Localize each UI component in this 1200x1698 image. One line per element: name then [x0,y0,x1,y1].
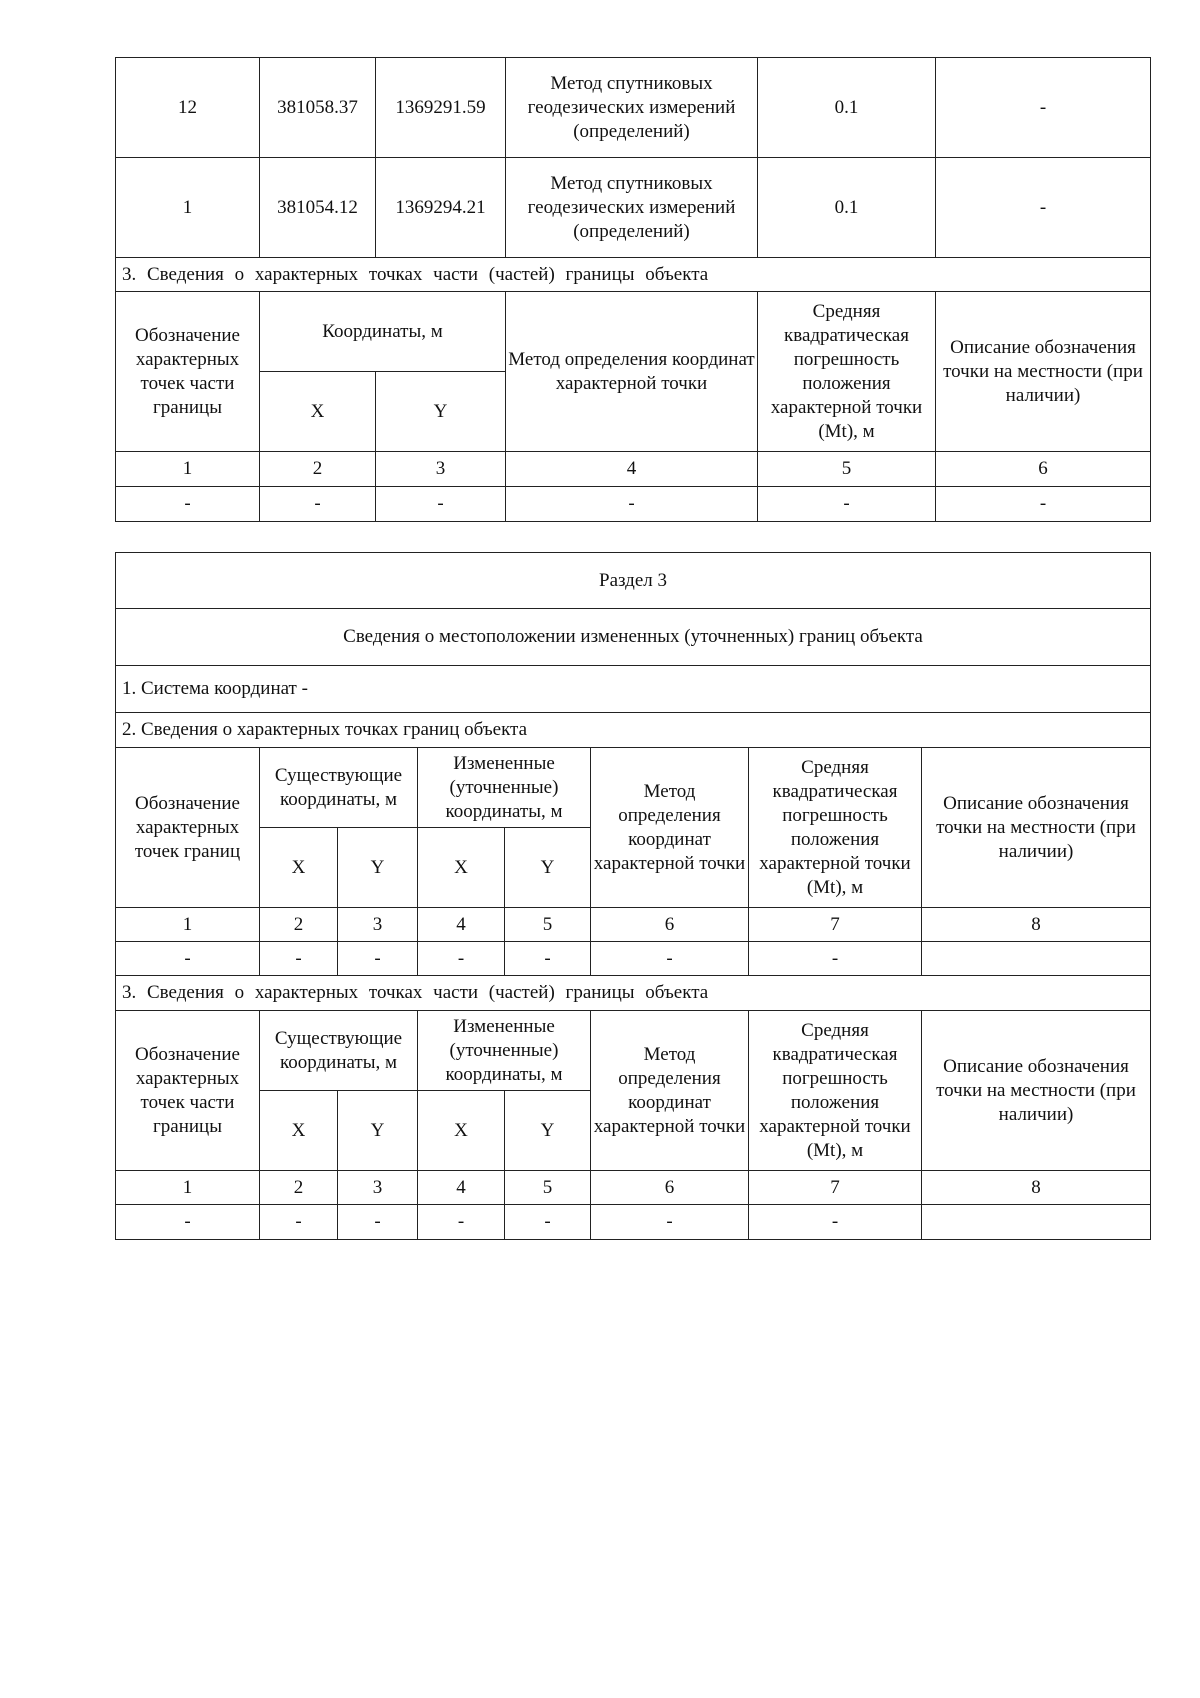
header-y: Y [505,1091,591,1171]
section-3-table [115,552,1151,1240]
dash-cell: - [116,942,260,976]
x-cell: 381058.37 [260,58,376,158]
header-method: Метод определения координат характерной точки [591,748,749,908]
part-points-heading: 3. Сведения о характерных точках части (частей) границы объекта [116,976,1151,1011]
header-mt: Средняя квадратическая погрешность положения характерной точки (Mt), м [758,292,936,452]
column-number: 4 [506,452,758,487]
header-mt: Средняя квадратическая погрешность положения характерной точки (Mt), м [749,748,922,908]
column-number: 5 [505,1171,591,1205]
column-numbers-row [116,908,1151,942]
part-heading: 3. Сведения о характерных точках части (частей) границы объекта [116,258,1151,292]
y-cell: 1369294.21 [376,158,506,258]
header-changed-coords: Измененные (уточненные) координаты, м [418,748,591,828]
empty-data-row [116,1205,1151,1240]
coordinates-table-continuation [115,57,1151,522]
dash-cell: - [338,942,418,976]
header-method: Метод определения координат характерной точки [506,292,758,452]
method-cell: Метод спутниковых геодезических измерений (определений) [506,158,758,258]
dash-cell: - [260,942,338,976]
column-number: 4 [418,1171,505,1205]
header-method: Метод определения координат характерной точки [591,1011,749,1171]
boundary-points-heading: 2. Сведения о характерных точках границ объекта [116,713,1151,748]
column-number: 6 [591,1171,749,1205]
column-number: 4 [418,908,505,942]
dash-cell: - [936,487,1151,522]
column-number: 3 [338,908,418,942]
dash-cell: - [749,1205,922,1240]
dash-cell [922,942,1151,976]
column-numbers-row [116,452,1151,487]
dash-cell: - [338,1205,418,1240]
dash-cell: - [758,487,936,522]
column-number: 5 [505,908,591,942]
column-number: 7 [749,908,922,942]
empty-data-row [116,942,1151,976]
x-cell: 381054.12 [260,158,376,258]
coordinate-system: 1. Система координат - [116,666,1151,713]
header-mt: Средняя квадратическая погрешность положения характерной точки (Mt), м [749,1011,922,1171]
dash-cell: - [591,1205,749,1240]
dash-cell: - [116,1205,260,1240]
header-x: X [260,372,376,452]
column-numbers-row [116,1171,1151,1205]
desc-cell: - [936,158,1151,258]
header-point: Обозначение характерных точек части границы [116,292,260,452]
dash-cell: - [116,487,260,522]
point-cell: 12 [116,58,260,158]
column-number: 1 [116,1171,260,1205]
header-desc: Описание обозначения точки на местности (при наличии) [936,292,1151,452]
header-changed-coords: Измененные (уточненные) координаты, м [418,1011,591,1091]
header-y: Y [376,372,506,452]
column-number: 2 [260,452,376,487]
header-x: X [418,828,505,908]
dash-cell: - [418,1205,505,1240]
column-number: 3 [376,452,506,487]
dash-cell [922,1205,1151,1240]
y-cell: 1369291.59 [376,58,506,158]
column-number: 1 [116,908,260,942]
column-number: 6 [591,908,749,942]
column-number: 2 [260,908,338,942]
column-number: 8 [922,908,1151,942]
section-title: Раздел 3 [116,553,1151,609]
header-y: Y [338,1091,418,1171]
mt-cell: 0.1 [758,158,936,258]
mt-cell: 0.1 [758,58,936,158]
header-existing-coords: Существующие координаты, м [260,748,418,828]
dash-cell: - [418,942,505,976]
column-number: 2 [260,1171,338,1205]
header-y: Y [505,828,591,908]
dash-cell: - [506,487,758,522]
header-desc: Описание обозначения точки на местности (при наличии) [922,748,1151,908]
header-x: X [418,1091,505,1171]
column-number: 5 [758,452,936,487]
desc-cell: - [936,58,1151,158]
column-number: 3 [338,1171,418,1205]
dash-cell: - [505,1205,591,1240]
header-x: X [260,828,338,908]
dash-cell: - [376,487,506,522]
column-number: 6 [936,452,1151,487]
header-point: Обозначение характерных точек границ [116,748,260,908]
header-x: X [260,1091,338,1171]
method-cell: Метод спутниковых геодезических измерений (определений) [506,58,758,158]
column-number: 8 [922,1171,1151,1205]
dash-cell: - [260,487,376,522]
column-number: 1 [116,452,260,487]
point-cell: 1 [116,158,260,258]
header-point: Обозначение характерных точек части границы [116,1011,260,1171]
header-desc: Описание обозначения точки на местности (при наличии) [922,1011,1151,1171]
dash-cell: - [749,942,922,976]
column-number: 7 [749,1171,922,1205]
dash-cell: - [591,942,749,976]
header-existing-coords: Существующие координаты, м [260,1011,418,1091]
header-coords: Координаты, м [260,292,506,372]
table-row [116,58,1151,158]
table-row [116,158,1151,258]
dash-cell: - [505,942,591,976]
header-y: Y [338,828,418,908]
section-subtitle: Сведения о местоположении измененных (уточненных) границ объекта [116,609,1151,666]
dash-cell: - [260,1205,338,1240]
empty-data-row [116,487,1151,522]
